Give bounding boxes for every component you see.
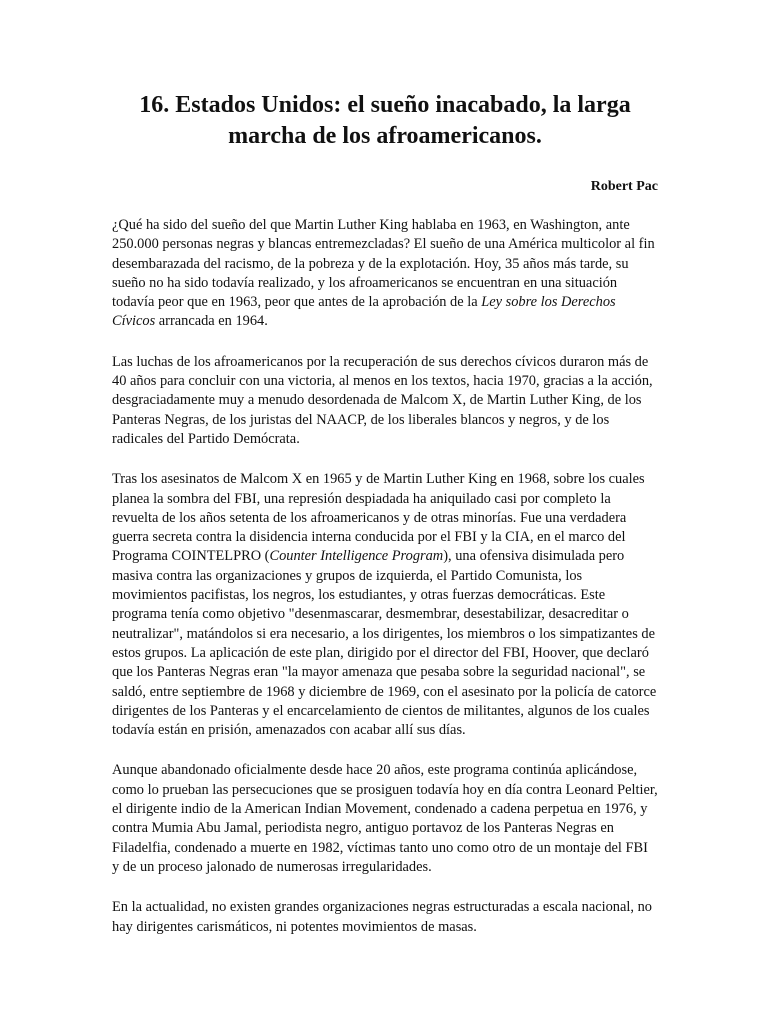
document-title: 16. Estados Unidos: el sueño inacabado, la larga marcha de los afroamericanos. xyxy=(139,92,631,149)
paragraph-1-text-a: ¿Qué ha sido del sueño del que Martin Luther King hablaba en 1963, en Washington, ante 250.000 personas negras y blancas entremezcladas? El sueño de una América multicolor al fin desembarazada del racismo, de la pobreza y de la explotación. Hoy, 35 años más tarde, su sueño no ha sido todavía realizado, y los afroamericanos se encuentran en una situación todavía peor que en 1963, peor que antes de la aprobación de la xyxy=(112,217,655,311)
paragraph-1-italic-law: Ley sobre los Derechos Cívicos xyxy=(112,294,616,330)
paragraph-3-text-a: Tras los asesinatos de Malcom X en 1965 y de Martin Luther King en 1968, sobre los cuales planea la sombra del FBI, una represión despiadada ha aniquilado casi por completo la revuelta de los años setenta de los afroamericanos y de otras minorías. Fue una verdadera guerra secreta contra la disidencia interna conducida por el FBI y la CIA, en el marco del Programa COINTELPRO ( xyxy=(112,471,645,565)
paragraph-4: Aunque abandonado oficialmente desde hace 20 años, este programa continúa aplicándose, como lo prueban las persecuciones que se prosiguen todavía hoy en día contra Leonard Peltier, el dirigente indio de la American Indian Movement, condenado a cadena perpetua en 1976, y contra Mumia Abu Jamal, periodista negro, antiguo portavoz de los Panteras Negras en Filadelfia, condenado a muerte en 1982, víctimas tanto uno como otro de un montaje del FBI y de un proceso jalonado de numerosas irregularidades. xyxy=(112,762,658,875)
paragraph-5: En la actualidad, no existen grandes organizaciones negras estructuradas a escala nacional, no hay dirigentes carismáticos, ni potentes movimientos de masas. xyxy=(112,899,652,935)
author-name: Robert Pac xyxy=(590,179,658,194)
paragraph-1-text-b: arrancada en 1964. xyxy=(155,313,268,330)
paragraph-3-text-b: ), una ofensiva disimulada pero masiva contra las organizaciones y grupos de izquierda, el Partido Comunista, los movimientos pacifistas, los negros, los estudiantes, y otras fuerzas democráticas. Este programa tenía como objetivo "desenmascarar, desmembrar, desestabilizar, desacreditar o neutralizar", matándolos si era necesario, a los dirigentes, los miembros o los simpatizantes de estos grupos. La aplicación de este plan, dirigido por el director del FBI, Hoover, que declaró que los Panteras Negras eran "la mayor amenaza que pesaba sobre la seguridad nacional", se saldó, entre septiembre de 1968 y diciembre de 1969, con el asesinato por la policía de catorce dirigentes de los Panteras y el encarcelamiento de cientos de militantes, algunos de los cuales todavía están en prisión, amenazados con acabar allí sus días. xyxy=(112,548,657,739)
article-body xyxy=(112,216,658,937)
paragraph-3-italic-program: Counter Intelligence Program xyxy=(269,548,444,565)
paragraph-2: Las luchas de los afroamericanos por la recuperación de sus derechos cívicos duraron más de 40 años para concluir con una victoria, al menos en los textos, hacia 1970, gracias a la acción, desgraciadamente muy a menudo desordenada de Malcom X, de Martin Luther King, de los Panteras Negras, de los juristas del NAACP, de los liberales blancos y negros, y de los radicales del Partido Demócrata. xyxy=(112,353,653,447)
paragraph-1 xyxy=(112,216,658,332)
paragraph-3 xyxy=(112,470,658,740)
